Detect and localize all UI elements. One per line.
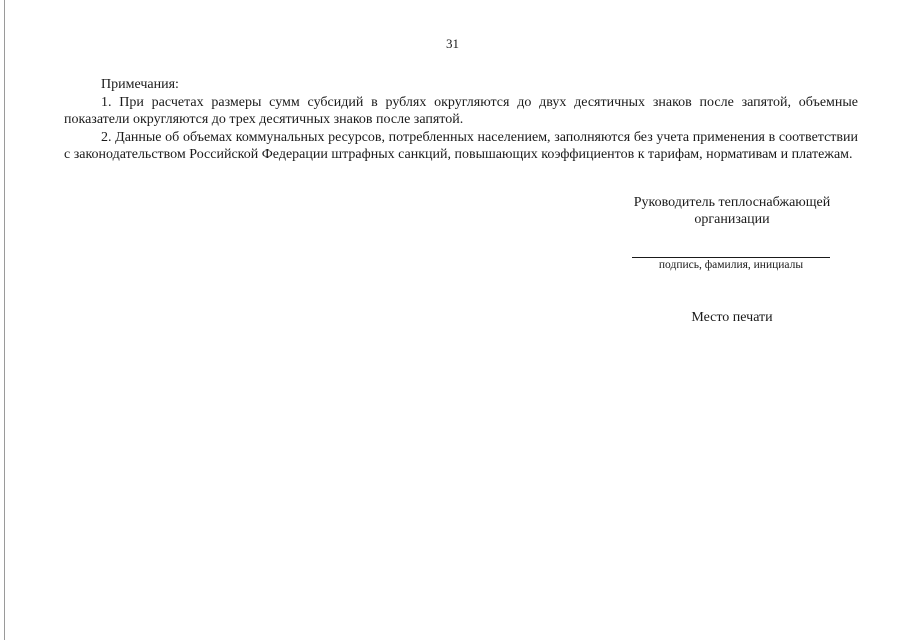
signature-block [608, 194, 856, 228]
stamp-place-label: Место печати [691, 310, 773, 325]
notes-heading: Примечания: [101, 77, 179, 92]
note-item-1: 1. При расчетах размеры сумм субсидий в рублях округляются до двух десятичных знаков после запятой, объемные показатели округляются до трех десятичных знаков после запятой. [64, 94, 858, 127]
scan-edge-line [4, 0, 5, 640]
signer-title: Руководитель теплоснабжающей организации [633, 195, 831, 227]
signature-line [632, 257, 830, 258]
page-number: 31 [446, 36, 459, 51]
signature-caption: подпись, фамилия, инициалы [658, 259, 804, 271]
notes-section [64, 76, 858, 164]
note-item-2: 2. Данные об объемах коммунальных ресурсов, потребленных населением, заполняются без учета применения в соответствии с законодательством Российской Федерации штрафных санкций, повышающих коэффициентов к тарифам, нормативам и платежам. [64, 129, 858, 162]
